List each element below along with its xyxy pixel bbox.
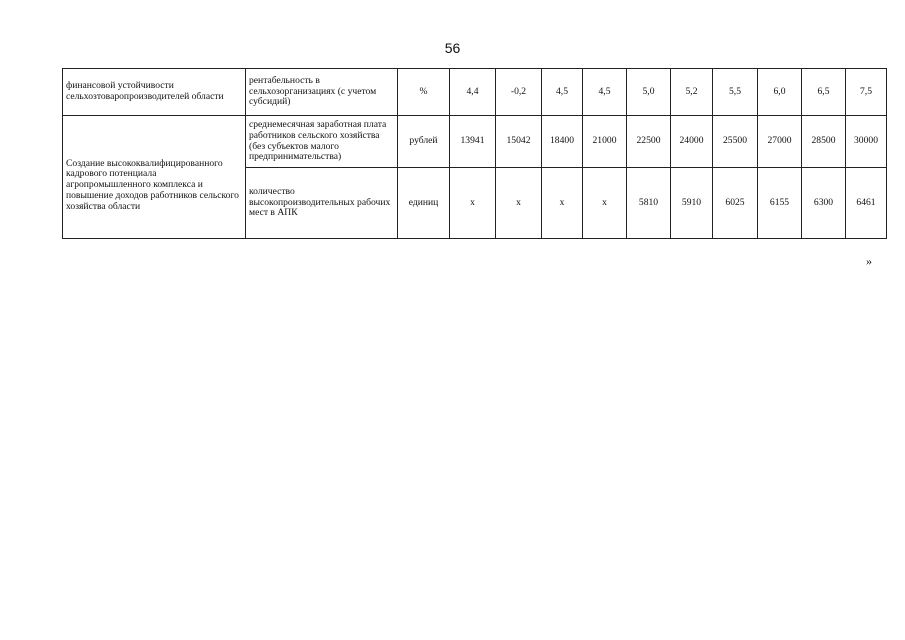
- unit-cell: %: [398, 69, 450, 116]
- value-cell: 24000: [671, 116, 713, 168]
- indicator-cell: количество высокопроизводительных рабочих мест в АПК: [246, 168, 398, 239]
- value-cell: 6461: [846, 168, 887, 239]
- value-cell: 5,0: [627, 69, 671, 116]
- indicators-table: [62, 68, 887, 239]
- value-cell: 4,5: [583, 69, 627, 116]
- value-cell: 21000: [583, 116, 627, 168]
- value-cell: x: [496, 168, 542, 239]
- value-cell: 5810: [627, 168, 671, 239]
- closing-quote-mark: »: [866, 254, 872, 268]
- value-cell: 4,5: [542, 69, 583, 116]
- value-cell: 5,2: [671, 69, 713, 116]
- page-number: 56: [444, 40, 461, 56]
- value-cell: 6155: [758, 168, 802, 239]
- goal-cell: финансовой устойчивости сельхозтоваропроизводителей области: [63, 69, 246, 116]
- value-cell: x: [583, 168, 627, 239]
- indicator-cell: рентабельность в сельхозорганизациях (с учетом субсидий): [246, 69, 398, 116]
- value-cell: 7,5: [846, 69, 887, 116]
- value-cell: 27000: [758, 116, 802, 168]
- value-cell: 6300: [802, 168, 846, 239]
- value-cell: 15042: [496, 116, 542, 168]
- value-cell: 5,5: [713, 69, 758, 116]
- unit-cell: единиц: [398, 168, 450, 239]
- value-cell: 4,4: [450, 69, 496, 116]
- value-cell: 25500: [713, 116, 758, 168]
- unit-cell: рублей: [398, 116, 450, 168]
- value-cell: -0,2: [496, 69, 542, 116]
- value-cell: x: [450, 168, 496, 239]
- value-cell: 28500: [802, 116, 846, 168]
- value-cell: 13941: [450, 116, 496, 168]
- value-cell: 30000: [846, 116, 887, 168]
- indicator-cell: среднемесячная заработная плата работников сельского хозяйства (без субъектов малого предпринимательства): [246, 116, 398, 168]
- table-row: [63, 116, 887, 168]
- value-cell: 6,5: [802, 69, 846, 116]
- value-cell: 6,0: [758, 69, 802, 116]
- value-cell: 18400: [542, 116, 583, 168]
- goal-cell: Создание высококвалифицированного кадрового потенциала агропромышленного комплекса и повышение доходов работников сельского хозяйства области: [63, 116, 246, 239]
- table-row: [63, 69, 887, 116]
- value-cell: 5910: [671, 168, 713, 239]
- value-cell: 22500: [627, 116, 671, 168]
- value-cell: 6025: [713, 168, 758, 239]
- value-cell: x: [542, 168, 583, 239]
